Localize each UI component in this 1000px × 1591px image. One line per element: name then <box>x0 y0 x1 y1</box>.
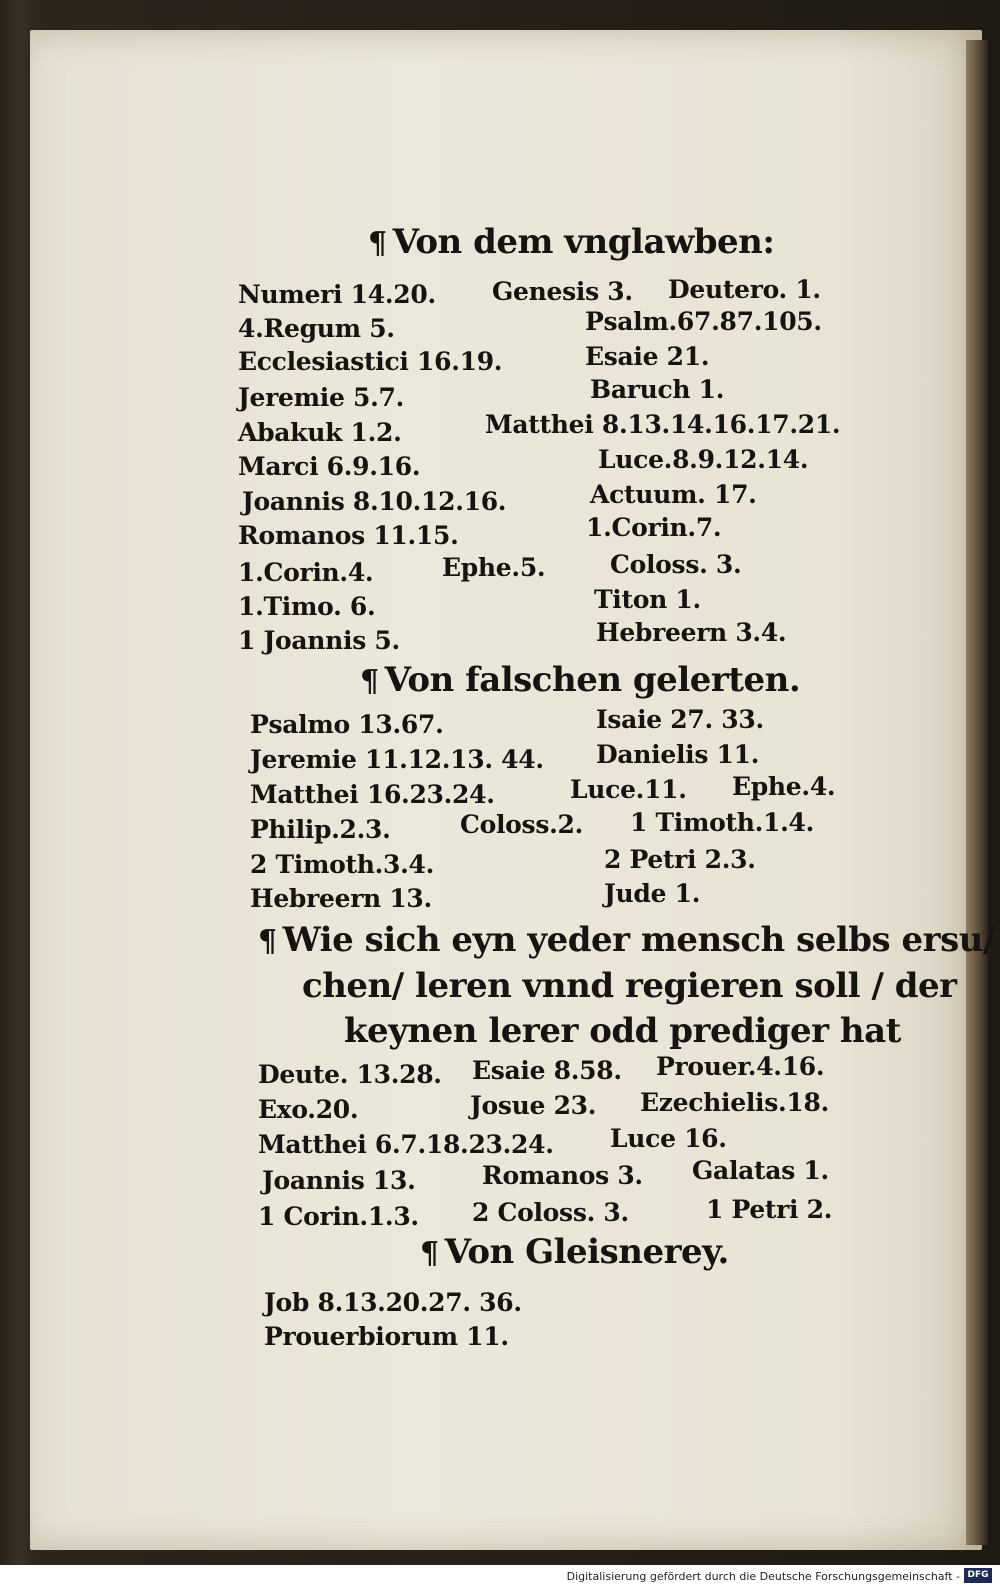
pilcrow-icon: ¶ <box>420 1236 439 1271</box>
bible-reference: Coloss. 3. <box>610 550 742 579</box>
bible-reference: Jeremie 5.7. <box>238 383 404 412</box>
bible-reference: Psalmo 13.67. <box>250 710 444 739</box>
bible-reference: Joannis 8.10.12.16. <box>242 487 507 516</box>
digitization-footer <box>0 1565 1000 1591</box>
bible-reference: Prouer.4.16. <box>656 1052 825 1081</box>
bible-reference: Luce.8.9.12.14. <box>598 445 809 474</box>
bible-reference: Ecclesiastici 16.19. <box>238 347 503 376</box>
pilcrow-icon: ¶ <box>360 664 379 699</box>
bible-reference: Matthei 6.7.18.23.24. <box>258 1130 554 1159</box>
bible-reference: 2 Coloss. 3. <box>472 1198 629 1227</box>
bible-reference: 1 Joannis 5. <box>238 626 400 655</box>
dfg-logo: DFG <box>964 1568 992 1583</box>
bible-reference: Marci 6.9.16. <box>238 452 421 481</box>
bible-reference: Abakuk 1.2. <box>238 418 402 447</box>
pilcrow-icon: ¶ <box>258 924 277 959</box>
section-heading-multiline: ¶ Wie sich eyn yeder mensch selbs ersu/ chen/ leren vnnd regieren soll / der keynen lerer odd prediger hat <box>258 920 995 1051</box>
bible-reference: 2 Petri 2.3. <box>604 845 756 874</box>
section-heading: ¶ Von Gleisnerey. <box>420 1232 729 1272</box>
bible-reference: Matthei 8.13.14.16.17.21. <box>485 410 841 439</box>
bible-reference: 1.Timo. 6. <box>238 592 376 621</box>
section-heading: ¶ Von falschen gelerten. <box>360 660 801 700</box>
footer-credit: Digitalisierung gefördert durch die Deutsche Forschungsgemeinschaft - <box>566 1570 960 1583</box>
bible-reference: 1.Corin.7. <box>586 513 722 542</box>
bible-reference: 2 Timoth.3.4. <box>250 850 435 879</box>
bible-reference: 1.Corin.4. <box>238 558 374 587</box>
bible-reference: Genesis 3. <box>492 277 633 306</box>
bible-reference: 4.Regum 5. <box>238 314 395 343</box>
bible-reference: Jeremie 11.12.13. 44. <box>250 745 544 774</box>
bible-reference: Luce.11. <box>570 775 687 804</box>
bible-reference: Ephe.5. <box>442 553 546 582</box>
section-heading: ¶ Von dem vnglawben: <box>368 222 775 262</box>
bible-reference: Joannis 13. <box>262 1166 416 1195</box>
bible-reference: 1 Corin.1.3. <box>258 1202 419 1231</box>
bible-reference: Deutero. 1. <box>668 275 821 304</box>
bible-reference: Romanos 11.15. <box>238 521 459 550</box>
bible-reference: Coloss.2. <box>460 810 583 839</box>
bible-reference: Baruch 1. <box>590 375 725 404</box>
bible-reference: Josue 23. <box>470 1091 597 1120</box>
bible-reference: Galatas 1. <box>692 1156 829 1185</box>
bible-reference: Numeri 14.20. <box>238 280 436 309</box>
bible-reference: Titon 1. <box>594 585 701 614</box>
pilcrow-icon: ¶ <box>368 226 387 261</box>
bible-reference: Matthei 16.23.24. <box>250 780 495 809</box>
bible-reference: Isaie 27. 33. <box>596 705 764 734</box>
bible-reference: Actuum. 17. <box>590 480 757 509</box>
bible-reference: Danielis 11. <box>596 740 760 769</box>
page-edge <box>966 40 988 1545</box>
bible-reference: 1 Timoth.1.4. <box>630 808 815 837</box>
bible-reference: Exo.20. <box>258 1095 359 1124</box>
bible-reference: Ezechielis.18. <box>640 1088 830 1117</box>
bible-reference: Deute. 13.28. <box>258 1060 442 1089</box>
bible-reference: Esaie 8.58. <box>472 1056 622 1085</box>
bible-reference: Jude 1. <box>604 879 701 908</box>
bible-reference: Prouerbiorum 11. <box>264 1322 509 1351</box>
bible-reference: Esaie 21. <box>585 342 710 371</box>
bible-reference: Romanos 3. <box>482 1161 643 1190</box>
bible-reference: Hebreern 13. <box>250 884 432 913</box>
bible-reference: Luce 16. <box>610 1124 727 1153</box>
bible-reference: 1 Petri 2. <box>706 1195 833 1224</box>
bible-reference: Job 8.13.20.27. 36. <box>264 1288 522 1317</box>
bible-reference: Ephe.4. <box>732 772 836 801</box>
bible-reference: Hebreern 3.4. <box>596 618 787 647</box>
bible-reference: Psalm.67.87.105. <box>585 307 822 336</box>
bible-reference: Philip.2.3. <box>250 815 391 844</box>
